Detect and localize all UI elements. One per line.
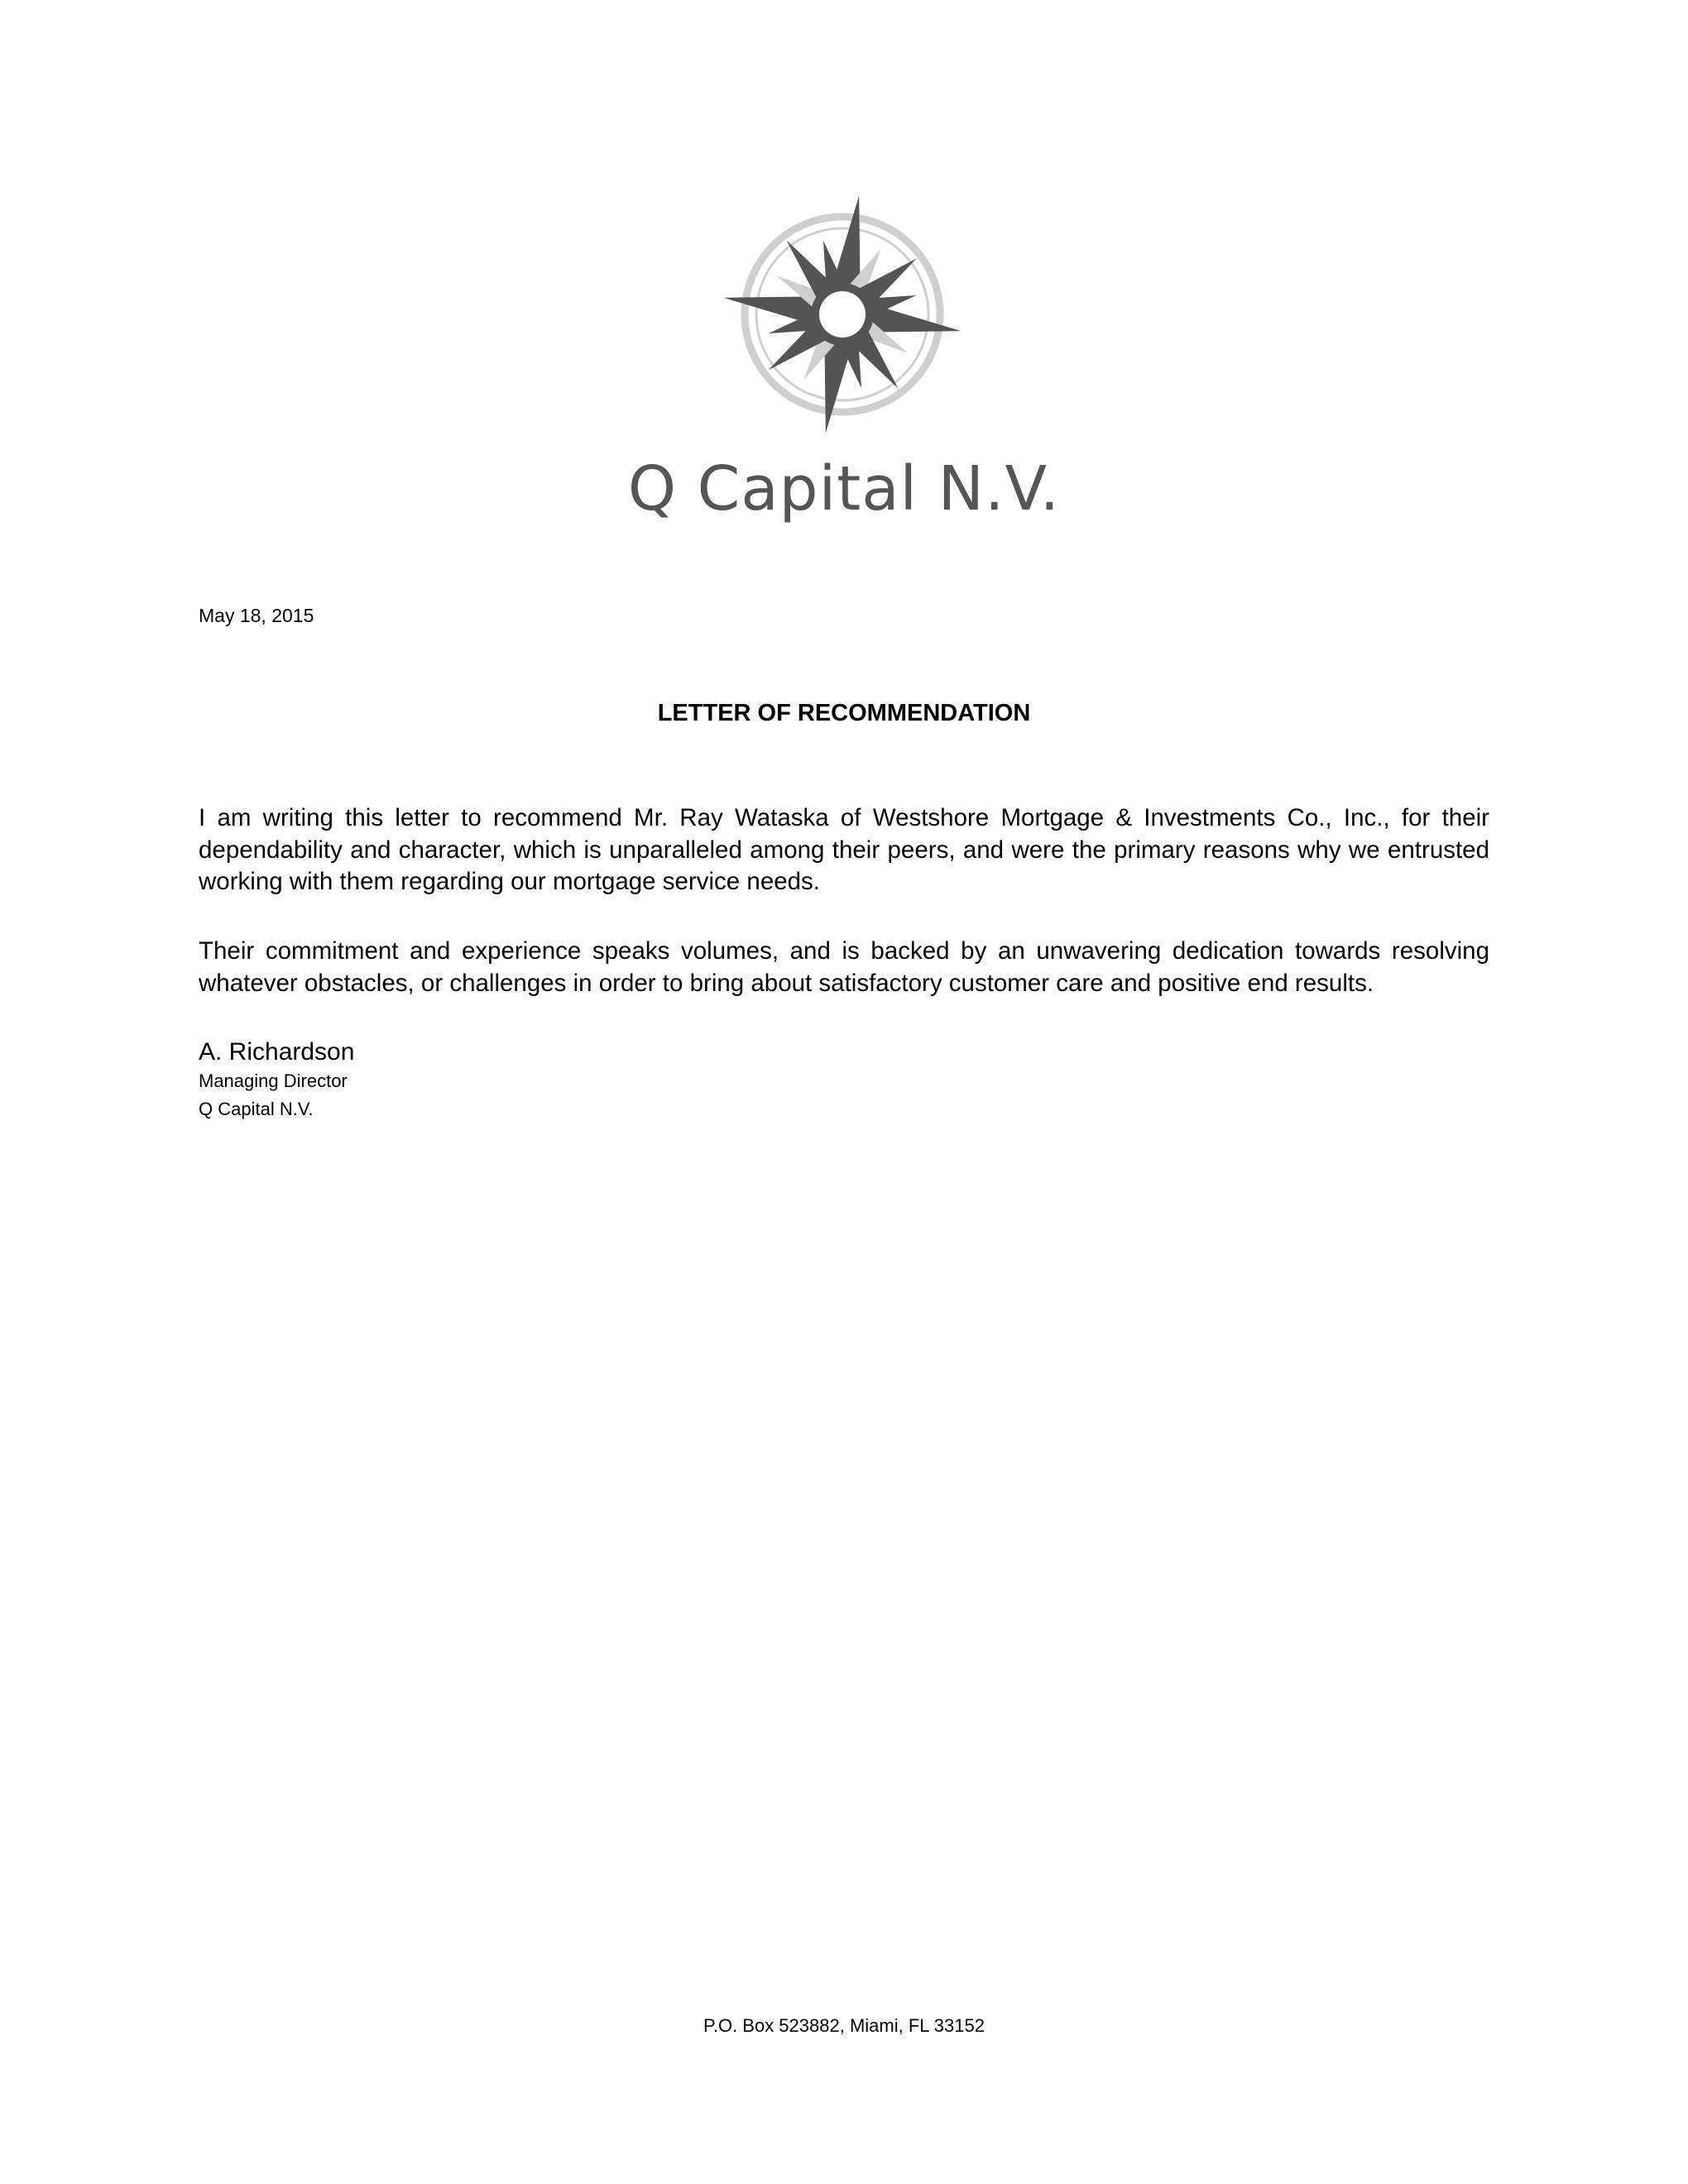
body-paragraph: Their commitment and experience speaks volumes, and is backed by an unwavering dedication towards resolving whatever obstacles, or challenges in order to bring about satisfactory customer care and positive end results. <box>199 937 1489 997</box>
logo-core <box>819 291 866 338</box>
signatory-title: Managing Director <box>199 1070 348 1091</box>
letter-date: May 18, 2015 <box>199 605 314 626</box>
signatory-name: A. Richardson <box>199 1038 355 1066</box>
body-paragraph: I am writing this letter to recommend Mr. Ray Wataska of Westshore Mortgage & Investments Co., Inc., for their dependability and character, which is unparalleled among their peers, and were the primary reasons why we entrusted working with them regarding our mortgage service needs. <box>199 804 1489 896</box>
footer-address: P.O. Box 523882, Miami, FL 33152 <box>703 2015 985 2036</box>
compass-star-logo-icon <box>718 190 966 438</box>
logo-ray <box>868 304 961 333</box>
signatory-company: Q Capital N.V. <box>199 1099 314 1119</box>
letter-title: LETTER OF RECOMMENDATION <box>657 700 1031 726</box>
logo-ray <box>723 296 816 324</box>
company-name: Q Capital N.V. <box>627 453 1061 524</box>
logo-ray <box>824 340 852 433</box>
